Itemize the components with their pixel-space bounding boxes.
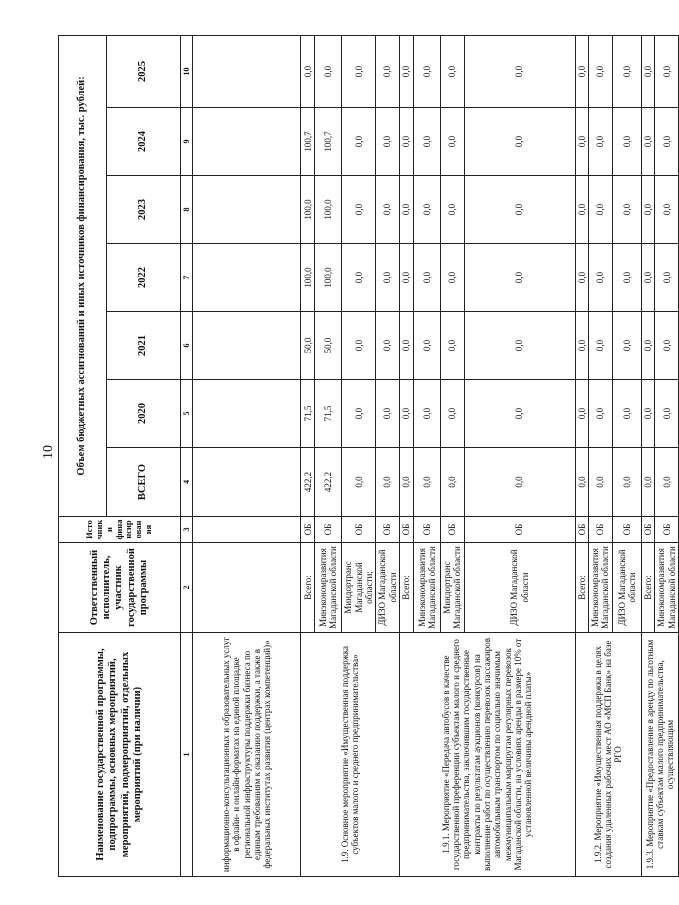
value-cell: 0,0: [440, 380, 464, 448]
value-cell: 0,0: [464, 244, 575, 312]
value-cell: 0,0: [641, 244, 654, 312]
value-cell: 0,0: [588, 108, 612, 176]
value-cell: 0,0: [399, 380, 413, 448]
value-cell: 0,0: [588, 244, 612, 312]
value-cell: 0,0: [641, 448, 654, 517]
value-cell: [193, 108, 301, 176]
row-source: ОБ: [440, 517, 464, 543]
value-cell: [193, 244, 301, 312]
value-cell: 0,0: [655, 108, 679, 176]
value-cell: 0,0: [464, 35, 575, 107]
value-cell: 0,0: [464, 380, 575, 448]
value-cell: 0,0: [464, 312, 575, 380]
value-cell: 0,0: [464, 448, 575, 517]
value-cell: 50,0: [315, 312, 342, 380]
value-cell: 0,0: [575, 244, 588, 312]
value-cell: 0,0: [641, 312, 654, 380]
column-number: 8: [181, 176, 193, 244]
value-cell: 0,0: [376, 108, 400, 176]
row-responsible: ДИЗО Магаданской области: [464, 543, 575, 633]
value-cell: 0,0: [440, 244, 464, 312]
value-cell: 0,0: [655, 244, 679, 312]
value-cell: 0,0: [399, 448, 413, 517]
column-number: 1: [181, 633, 193, 877]
value-cell: 0,0: [342, 176, 376, 244]
row-responsible: [193, 543, 301, 633]
row-source: ОБ: [588, 517, 612, 543]
value-cell: 0,0: [588, 448, 612, 517]
column-number: 9: [181, 108, 193, 176]
table-row: [641, 35, 654, 876]
value-cell: 422,2: [301, 448, 315, 517]
header-year: 2025: [107, 35, 181, 107]
row-responsible: Миндортранс Магаданской области;: [342, 543, 376, 633]
header-year: 2020: [107, 380, 181, 448]
row-responsible: Всего:: [301, 543, 315, 633]
table-row: [399, 35, 413, 876]
value-cell: 0,0: [440, 35, 464, 107]
value-cell: 0,0: [440, 108, 464, 176]
value-cell: 0,0: [641, 108, 654, 176]
value-cell: 0,0: [315, 35, 342, 107]
value-cell: 0,0: [575, 312, 588, 380]
value-cell: 0,0: [641, 176, 654, 244]
row-source: ОБ: [612, 517, 641, 543]
header-year: 2022: [107, 244, 181, 312]
row-source: ОБ: [301, 517, 315, 543]
value-cell: 0,0: [612, 176, 641, 244]
value-cell: 0,0: [641, 380, 654, 448]
value-cell: 0,0: [655, 176, 679, 244]
column-number: 4: [181, 448, 193, 517]
value-cell: 0,0: [588, 176, 612, 244]
value-cell: 0,0: [440, 448, 464, 517]
value-cell: 71,5: [315, 380, 342, 448]
value-cell: 100,7: [301, 108, 315, 176]
value-cell: 0,0: [376, 244, 400, 312]
value-cell: 0,0: [612, 108, 641, 176]
header-year: 2024: [107, 108, 181, 176]
value-cell: 0,0: [376, 380, 400, 448]
value-cell: 0,0: [588, 312, 612, 380]
page-number: 10: [41, 445, 56, 459]
value-cell: 0,0: [413, 380, 440, 448]
value-cell: 0,0: [301, 35, 315, 107]
value-cell: 0,0: [588, 35, 612, 107]
value-cell: 422,2: [315, 448, 342, 517]
value-cell: 0,0: [612, 244, 641, 312]
value-cell: 0,0: [413, 35, 440, 107]
column-number: 7: [181, 244, 193, 312]
header-responsible: Ответственный исполнитель, участник государственной программы: [59, 543, 181, 633]
value-cell: 71,5: [301, 380, 315, 448]
value-cell: [193, 448, 301, 517]
row-source: ОБ: [315, 517, 342, 543]
value-cell: 0,0: [399, 176, 413, 244]
value-cell: 0,0: [342, 380, 376, 448]
header-source: Источники финансирования: [59, 517, 181, 543]
row-name: информационно-консультационных и образовательных услуг в офлайн- и онлайн-форматах на единой площадке региональной инфраструктуры поддержки бизнеса по единым требованиям к оказанию поддержки, а также в федеральных институтах развития (центрах компетенций)»: [193, 633, 301, 877]
column-number: 10: [181, 35, 193, 107]
value-cell: 50,0: [301, 312, 315, 380]
row-source: ОБ: [376, 517, 400, 543]
value-cell: 0,0: [641, 35, 654, 107]
value-cell: 0,0: [612, 312, 641, 380]
value-cell: 0,0: [342, 244, 376, 312]
row-source: ОБ: [464, 517, 575, 543]
row-name: 1.9.1. Мероприятие «Передача автобусов в качестве государственной преференции субъектам малого и среднего предпринимательства, заключившим государственные контракты по результатам аукционов (конкурсов) на выполнение работ по осуществлению перевозок пассажиров автомобильным транспортом по социально значимым межмуниципальным маршрутам регулярных перевозок Магаданской области, на условиях аренды в размере 10% от установленной величины арендной платы»: [399, 633, 575, 877]
row-responsible: Минэкономразвития Магаданской области: [315, 543, 342, 633]
value-cell: 0,0: [342, 312, 376, 380]
value-cell: 0,0: [575, 35, 588, 107]
value-cell: 0,0: [413, 176, 440, 244]
row-name: 1.9.3. Мероприятие «Предоставление в аренду по льготным ставкам субъектам малого предпринимательства, осуществляющим: [641, 633, 678, 877]
table-row: [193, 35, 301, 876]
value-cell: 0,0: [376, 448, 400, 517]
value-cell: 0,0: [612, 380, 641, 448]
value-cell: 0,0: [575, 108, 588, 176]
column-number: 6: [181, 312, 193, 380]
header-year: 2023: [107, 176, 181, 244]
value-cell: 0,0: [413, 108, 440, 176]
row-source: ОБ: [575, 517, 588, 543]
row-responsible: Всего:: [575, 543, 588, 633]
value-cell: 0,0: [376, 176, 400, 244]
row-responsible: Минэкономразвития Магаданской области: [413, 543, 440, 633]
value-cell: 0,0: [342, 448, 376, 517]
funding-table-sheet: [58, 36, 677, 877]
value-cell: [193, 312, 301, 380]
column-number: 5: [181, 380, 193, 448]
value-cell: 0,0: [655, 312, 679, 380]
row-source: ОБ: [641, 517, 654, 543]
value-cell: 0,0: [376, 312, 400, 380]
value-cell: 0,0: [413, 312, 440, 380]
row-responsible: ДИЗО Магаданской области: [612, 543, 641, 633]
value-cell: [193, 176, 301, 244]
header-year: ВСЕГО: [107, 448, 181, 517]
row-source: ОБ: [342, 517, 376, 543]
value-cell: 0,0: [413, 448, 440, 517]
value-cell: 0,0: [440, 312, 464, 380]
row-responsible: Миндортранс Магаданской области: [440, 543, 464, 633]
value-cell: [193, 35, 301, 107]
value-cell: 0,0: [413, 244, 440, 312]
value-cell: 0,0: [376, 35, 400, 107]
value-cell: 0,0: [464, 108, 575, 176]
row-responsible: Минэкономразвития Магаданской области: [588, 543, 612, 633]
funding-table: [58, 35, 679, 877]
row-responsible: Всего:: [399, 543, 413, 633]
value-cell: [193, 380, 301, 448]
value-cell: 0,0: [575, 176, 588, 244]
value-cell: 100,0: [315, 176, 342, 244]
value-cell: 0,0: [612, 448, 641, 517]
value-cell: 100,0: [301, 176, 315, 244]
table-row: [575, 35, 588, 876]
row-source: [193, 517, 301, 543]
row-name: 1.9. Основное мероприятие «Имущественная поддержка субъектов малого и среднего предпринимательства»: [301, 633, 400, 877]
value-cell: 0,0: [655, 448, 679, 517]
row-responsible: Минэкономразвития Магаданской области: [655, 543, 679, 633]
header-funding-title: Объем бюджетных ассигнований и иных источников финансирования, тыс. рублей:: [59, 35, 107, 516]
value-cell: 0,0: [464, 176, 575, 244]
value-cell: 0,0: [399, 108, 413, 176]
header-year: 2021: [107, 312, 181, 380]
value-cell: 0,0: [399, 244, 413, 312]
row-responsible: Всего:: [641, 543, 654, 633]
value-cell: 0,0: [342, 108, 376, 176]
header-name: Наименование государственной программы, подпрограммы, основных мероприятий, мероприятий, подмероприятий, отдельных мероприятий (при наличии): [59, 633, 181, 877]
value-cell: 0,0: [655, 380, 679, 448]
value-cell: 100,0: [315, 244, 342, 312]
value-cell: 0,0: [399, 35, 413, 107]
column-number: 2: [181, 543, 193, 633]
row-responsible: ДИЗО Магаданской области: [376, 543, 400, 633]
value-cell: 0,0: [655, 35, 679, 107]
value-cell: 0,0: [342, 35, 376, 107]
value-cell: 100,7: [315, 108, 342, 176]
column-number: 3: [181, 517, 193, 543]
value-cell: 0,0: [575, 380, 588, 448]
row-source: ОБ: [413, 517, 440, 543]
value-cell: 0,0: [399, 312, 413, 380]
table-row: [301, 35, 315, 876]
value-cell: 0,0: [440, 176, 464, 244]
row-source: ОБ: [399, 517, 413, 543]
row-source: ОБ: [655, 517, 679, 543]
row-name: 1.9.2. Мероприятие «Имущественная поддержка в целях создания удаленных рабочих мест АО «МСП Банк» на базе РГО: [575, 633, 641, 877]
value-cell: 0,0: [588, 380, 612, 448]
value-cell: 0,0: [575, 448, 588, 517]
value-cell: 0,0: [612, 35, 641, 107]
value-cell: 100,0: [301, 244, 315, 312]
